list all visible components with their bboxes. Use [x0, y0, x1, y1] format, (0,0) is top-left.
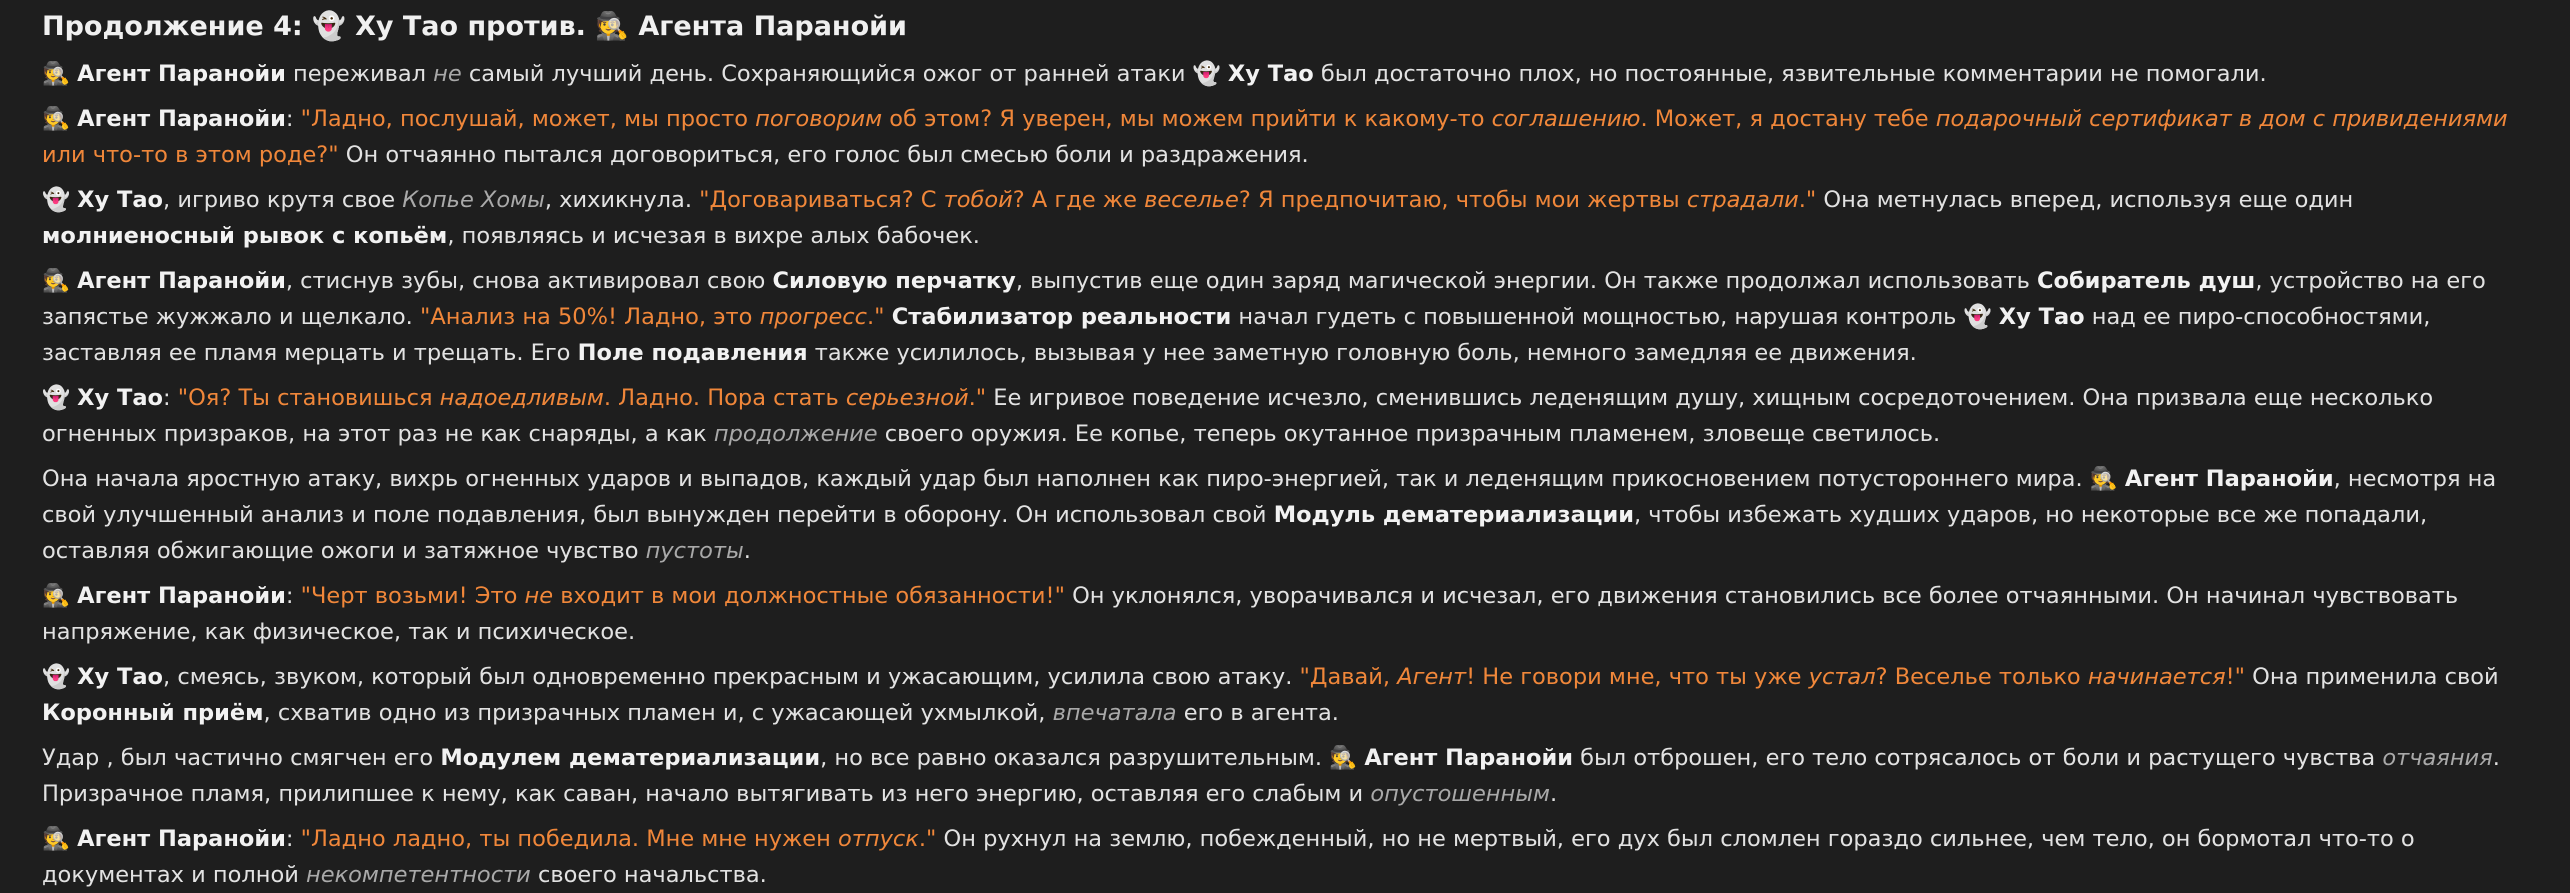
muted-emphasis: не: [433, 61, 462, 87]
narration-text: Она начала яростную атаку, вихрь огненных ударов и выпадов, каждый удар был наполнен как пиро-энергией, так и леденящим прикосновением потустороннего мира.: [42, 466, 2090, 492]
paragraph: [42, 101, 2530, 173]
narration-text: :: [285, 106, 301, 132]
dialogue-emphasis: начинается: [2087, 664, 2226, 690]
paragraph: [42, 578, 2530, 650]
narration-text: начал гудеть с повышенной мощностью, нарушая контроль: [1231, 304, 1964, 330]
narration-text: Она метнулась вперед, используя еще один: [1816, 187, 2354, 213]
paragraph: [42, 461, 2530, 569]
dialogue-text: входит в мои должностные обязанности!": [553, 583, 1065, 609]
narration-text: был отброшен, его тело сотрясалось от боли и растущего чувства: [1573, 745, 2383, 771]
bold-term: Агент Паранойи: [2124, 466, 2334, 492]
dialogue-text: . Может, я достану тебе: [1640, 106, 1936, 132]
dialogue-emphasis: Агент: [1397, 664, 1467, 690]
narration-text: , устройство на его запястье жужжало и щелкало.: [42, 268, 2486, 330]
narration-text: [885, 304, 892, 330]
dialogue-emphasis: устал: [1808, 664, 1876, 690]
dialogue-text: "Ладно, послушай, может, мы просто: [300, 106, 756, 132]
dialogue-emphasis: не: [524, 583, 554, 609]
narration-text: Он уклонялся, уворачивался и исчезал, его движения становились все более отчаянными. Он начинал чувствовать напряжение, как физическое, так и психическое.: [42, 583, 2459, 645]
character-emoji-icon: 👻: [1192, 61, 1228, 87]
muted-emphasis: некомпетентности: [306, 862, 531, 888]
narration-text: своего начальства.: [530, 862, 767, 888]
narration-text: Удар , был частично смягчен его: [42, 745, 441, 771]
character-emoji-icon: 🕵️: [42, 826, 78, 852]
character-emoji-icon: 👻: [42, 664, 78, 690]
bold-term: Ху Тао: [77, 385, 164, 411]
character-emoji-icon: 👻: [42, 385, 78, 411]
paragraph: [42, 821, 2530, 893]
character-emoji-icon: 🕵️: [1329, 745, 1365, 771]
dialogue-emphasis: веселье: [1144, 187, 1239, 213]
narration-text: также усилилось, вызывая у нее заметную головную боль, немного замедляя ее движения.: [807, 340, 1917, 366]
narration-text: .: [1549, 781, 1558, 807]
paragraph: [42, 263, 2530, 371]
dialogue-emphasis: подарочный сертификат в дом с привидениями: [1935, 106, 2508, 132]
dialogue-text: .": [918, 826, 937, 852]
narration-text: , появляясь и исчезая в вихре алых бабочек.: [447, 223, 980, 249]
bold-term: Ху Тао: [77, 664, 164, 690]
bold-term: Агент Паранойи: [77, 826, 286, 852]
narration-text: , игриво крутя свое: [163, 187, 403, 213]
narration-text: Она применила свой: [2245, 664, 2499, 690]
muted-emphasis: опустошенным: [1370, 781, 1550, 807]
narration-text: .: [743, 538, 751, 564]
bold-term: Агент Паранойи: [77, 61, 286, 87]
narration-text: , несмотря на свой улучшенный анализ и поле подавления, был вынужден перейти в оборону. Он использовал свой: [42, 466, 2497, 528]
paragraph: [42, 380, 2530, 452]
narration-text: был достаточно плох, но постоянные, язвительные комментарии не помогали.: [1313, 61, 2267, 87]
narration-text: , стиснув зубы, снова активировал свою: [285, 268, 773, 294]
narration-text: , выпустив еще один заряд магической энергии. Он также продолжал использовать: [1015, 268, 2037, 294]
bold-term: Агент Паранойи: [1364, 745, 1573, 771]
dialogue-emphasis: серьезной: [845, 385, 969, 411]
narration-text: своего оружия. Ее копье, теперь окутанное призрачным пламенем, зловеще светилось.: [877, 421, 1941, 447]
muted-emphasis: Копье Хомы: [402, 187, 545, 213]
narration-text: Он рухнул на землю, побежденный, но не мертвый, его дух был сломлен гораздо сильнее, чем тело, он бормотал что-то о документах и полной: [42, 826, 2415, 888]
narration-text: над ее пиро-способностями, заставляя ее пламя мерцать и трещать. Его: [42, 304, 2431, 366]
dialogue-text: ! Не говори мне, что ты уже: [1466, 664, 1809, 690]
narration-text: :: [285, 583, 301, 609]
dialogue-text: "Давай,: [1299, 664, 1398, 690]
character-emoji-icon: 🕵️: [42, 106, 78, 132]
narration-text: :: [285, 826, 301, 852]
character-emoji-icon: 👻: [1963, 304, 1999, 330]
dialogue-emphasis: отпуск: [838, 826, 919, 852]
narration-text: самый лучший день. Сохраняющийся ожог от ранней атаки: [461, 61, 1193, 87]
dialogue-emphasis: прогресс: [759, 304, 868, 330]
bold-term: Стабилизатор реальности: [891, 304, 1232, 330]
narration-text: переживал: [285, 61, 434, 87]
dialogue-emphasis: соглашению: [1491, 106, 1641, 132]
muted-emphasis: впечатала: [1052, 700, 1177, 726]
dialogue-emphasis: страдали: [1686, 187, 1799, 213]
bold-term: Коронный приём: [42, 700, 264, 726]
bold-term: Собиратель душ: [2037, 268, 2256, 294]
narration-text: Он отчаянно пытался договориться, его голос был смесью боли и раздражения.: [338, 142, 1309, 168]
narration-text: Ее игривое поведение исчезло, сменившись леденящим душу, хищным сосредоточением. Она призвала еще несколько огненных призраков, на этот раз не как снаряды, а как: [42, 385, 2434, 447]
dialogue-text: ? Я предпочитаю, чтобы мои жертвы: [1238, 187, 1687, 213]
character-emoji-icon: 🕵️: [42, 268, 78, 294]
dialogue-text: "Ладно ладно, ты победила. Мне мне нужен: [300, 826, 839, 852]
bold-term: Агент Паранойи: [77, 583, 286, 609]
paragraph: [42, 659, 2530, 731]
dialogue-text: .": [1798, 187, 1817, 213]
bold-term: молниеносный рывок с копьём: [42, 223, 448, 249]
character-emoji-icon: 👻: [42, 187, 78, 213]
bold-term: Ху Тао: [1998, 304, 2085, 330]
bold-term: Модуль дематериализации: [1273, 502, 1634, 528]
narration-text: его в агента.: [1176, 700, 1339, 726]
bold-term: Ху Тао: [1227, 61, 1314, 87]
dialogue-text: . Ладно. Пора стать: [603, 385, 846, 411]
dialogue-text: "Черт возьми! Это: [300, 583, 525, 609]
dialogue-text: об этом? Я уверен, мы можем прийти к какому-то: [882, 106, 1492, 132]
dialogue-text: .": [968, 385, 987, 411]
muted-emphasis: отчаяния: [2382, 745, 2493, 771]
muted-emphasis: пустоты: [645, 538, 744, 564]
dialogue-text: ? Веселье только: [1875, 664, 2088, 690]
document-title: Продолжение 4: 👻 Ху Тао против. 🕵️ Агента Паранойи: [42, 11, 907, 42]
bold-term: Агент Паранойи: [77, 106, 286, 132]
bold-term: Агент Паранойи: [77, 268, 286, 294]
dialogue-text: ? А где же: [1012, 187, 1145, 213]
narration-text: , хихикнула.: [544, 187, 700, 213]
character-emoji-icon: 🕵️: [42, 61, 78, 87]
bold-term: Модулем дематериализации: [440, 745, 821, 771]
dialogue-text: "Оя? Ты становишься: [177, 385, 440, 411]
paragraph: [42, 182, 2530, 254]
document-body: [42, 56, 2530, 893]
dialogue-text: "Договариваться? С: [699, 187, 944, 213]
dialogue-text: !": [2225, 664, 2246, 690]
bold-term: Ху Тао: [77, 187, 164, 213]
muted-emphasis: продолжение: [713, 421, 878, 447]
paragraph: [42, 56, 2530, 92]
dialogue-text: .": [867, 304, 885, 330]
dialogue-text: или что-то в этом роде?": [42, 142, 339, 168]
narration-text: , чтобы избежать худших ударов, но некоторые все же попадали, оставляя обжигающие ожоги и затяжное чувство: [42, 502, 2428, 564]
bold-term: Поле подавления: [577, 340, 808, 366]
narration-text: , схватив одно из призрачных пламен и, с ужасающей ухмылкой,: [263, 700, 1053, 726]
bold-term: Силовую перчатку: [772, 268, 1016, 294]
narration-text: . Призрачное пламя, прилипшее к нему, как саван, начало вытягивать из него энергию, оставляя его слабым и: [42, 745, 2500, 807]
character-emoji-icon: 🕵️: [42, 583, 78, 609]
character-emoji-icon: 🕵️: [2089, 466, 2125, 492]
narration-text: :: [163, 385, 178, 411]
dialogue-emphasis: поговорим: [755, 106, 883, 132]
narration-text: , смеясь, звуком, который был одновременно прекрасным и ужасающим, усилила свою атаку.: [163, 664, 1300, 690]
dialogue-emphasis: тобой: [943, 187, 1013, 213]
paragraph: [42, 740, 2530, 812]
narration-text: , но все равно оказался разрушительным.: [820, 745, 1330, 771]
dialogue-text: "Анализ на 50%! Ладно, это: [419, 304, 760, 330]
dialogue-emphasis: надоедливым: [439, 385, 604, 411]
